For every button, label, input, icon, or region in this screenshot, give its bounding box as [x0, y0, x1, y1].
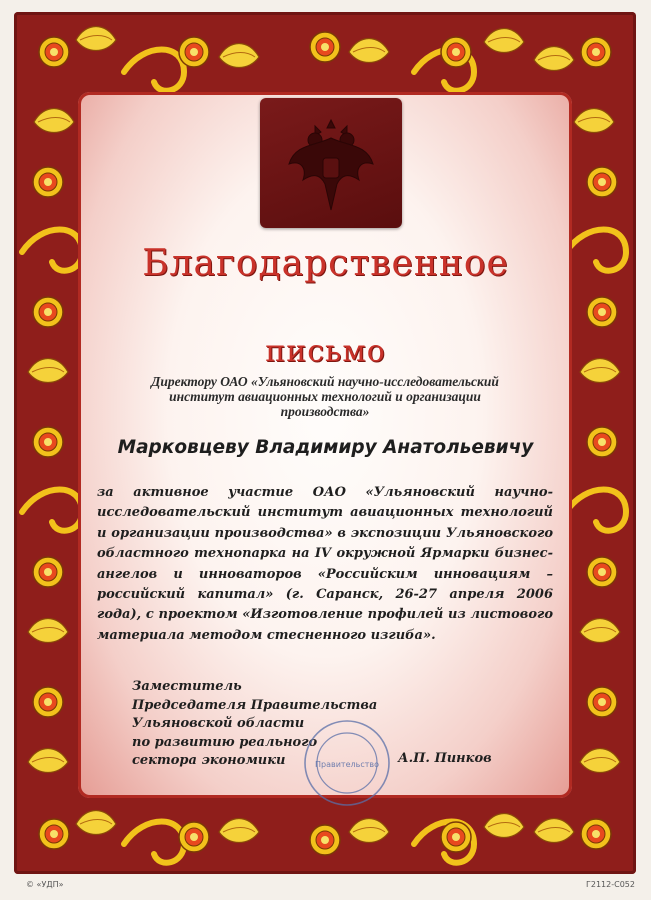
addressee-line: институт авиационных технологий и организации — [169, 389, 481, 404]
signer-name: А.П. Пинков — [398, 751, 492, 766]
addressee-block — [100, 374, 550, 419]
certificate-title-line1: Благодарственное — [142, 243, 509, 284]
signature-line: Заместитель — [132, 679, 242, 694]
official-stamp — [302, 718, 392, 808]
emblem-plate — [260, 98, 402, 228]
stamp-text: Правительство — [315, 760, 379, 769]
signature-line: Председателя Правительства — [132, 697, 378, 713]
footer-code: Г2112-С052 — [586, 880, 635, 889]
double-headed-eagle-icon — [285, 110, 377, 216]
addressee-line: Директору ОАО «Ульяновский научно-исследовательский — [151, 374, 499, 389]
recipient-name: Марковцеву Владимиру Анатольевичу — [117, 437, 534, 458]
certificate-title-line2: письмо — [265, 334, 386, 369]
signature-line: сектора экономики — [132, 753, 286, 768]
body-text: за активное участие ОАО «Ульяновский научно-исследовательский институт авиационных технологий и организации производства» в экспозиции Ульяновского областного технопарка на IV окружной Ярмарки бизнес-ангелов и инноваторов «Российским инновациям – российский капитал» (г. Саранск, 26-27 апреля 2006 года), с проектом «Изготовление профилей из листового материала методом стесненного изгиба». — [97, 485, 553, 643]
addressee-line: производства» — [280, 404, 370, 419]
signature-line: по развитию реального — [132, 734, 318, 750]
signature-line: Ульяновской области — [132, 716, 305, 731]
footer-copyright: © «УДП» — [26, 880, 64, 889]
